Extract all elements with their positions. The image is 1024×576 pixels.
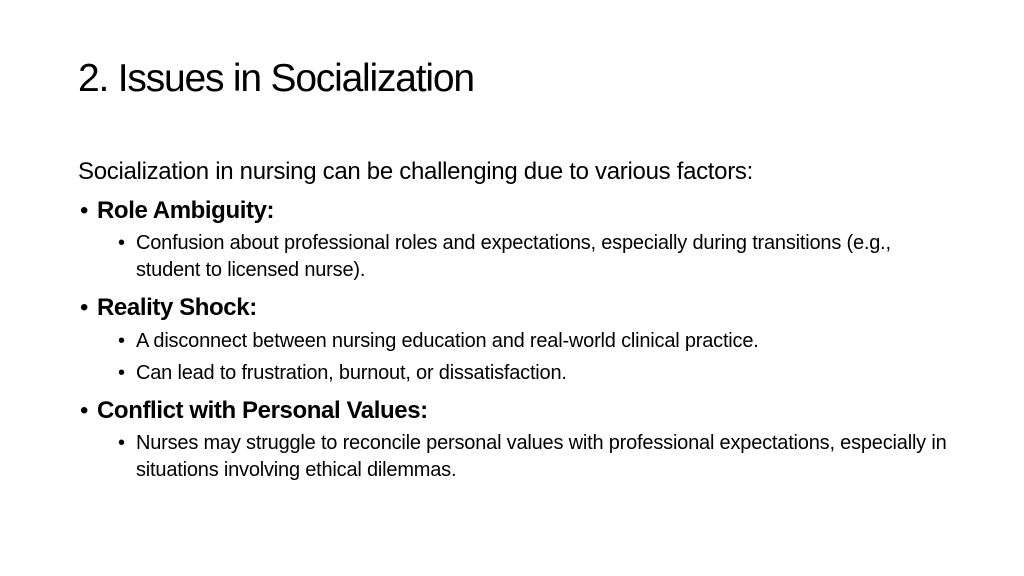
intro-text: Socialization in nursing can be challenging due to various factors:	[78, 158, 753, 185]
bullet-icon: •	[118, 431, 125, 454]
item-heading: Reality Shock:	[97, 294, 257, 322]
sub-list-item	[118, 360, 958, 387]
sub-list-item	[118, 328, 958, 355]
sub-list-item	[118, 430, 958, 484]
sub-list	[97, 328, 958, 387]
sub-list	[97, 230, 958, 284]
slide-content	[78, 156, 958, 492]
list-item-conflict-values	[78, 395, 958, 484]
bullet-icon: •	[80, 294, 89, 322]
bullet-list	[78, 195, 958, 484]
sub-list	[97, 430, 958, 484]
bullet-icon: •	[118, 361, 125, 384]
sub-item-text: Confusion about professional roles and expectations, especially during transitions (e.g., student to licensed nurse).	[136, 232, 891, 282]
sub-list-item	[118, 230, 958, 284]
slide-title: 2. Issues in Socialization	[78, 57, 474, 100]
item-heading: Role Ambiguity:	[97, 197, 275, 225]
sub-item-text: A disconnect between nursing education and real-world clinical practice.	[136, 329, 759, 352]
list-item-role-ambiguity	[78, 195, 958, 284]
bullet-icon: •	[80, 396, 89, 424]
sub-item-text: Nurses may struggle to reconcile personal values with professional expectations, especially in situations involving ethical dilemmas.	[136, 431, 947, 481]
item-heading: Conflict with Personal Values:	[97, 396, 428, 424]
sub-item-text: Can lead to frustration, burnout, or dissatisfaction.	[136, 361, 567, 384]
list-item-reality-shock	[78, 292, 958, 386]
bullet-icon: •	[118, 329, 125, 352]
bullet-icon: •	[80, 197, 89, 225]
bullet-icon: •	[118, 232, 125, 255]
